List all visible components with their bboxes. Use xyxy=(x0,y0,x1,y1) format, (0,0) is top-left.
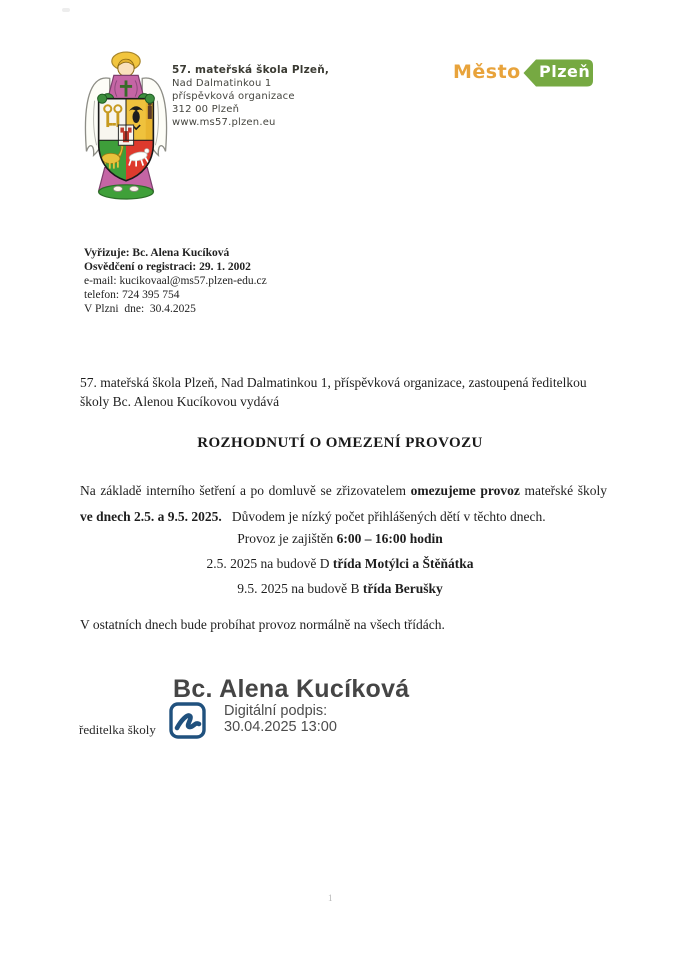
contact-block xyxy=(84,246,384,316)
contact-place-date: V Plzni dne: 30.4.2025 xyxy=(84,303,196,315)
schedule-d-bold: třída Motýlci a Štěňátka xyxy=(332,556,474,571)
city-logo-word-mesto: Město xyxy=(453,61,521,83)
digital-signature-text xyxy=(224,703,404,735)
schedule-b-normal: 9.5. 2025 na budově B xyxy=(237,581,363,596)
school-website: www.ms57.plzen.eu xyxy=(172,117,276,128)
contact-phone: telefon: 724 395 754 xyxy=(84,289,180,301)
signature-name: Bc. Alena Kucíková xyxy=(173,675,410,703)
letterhead-school-info xyxy=(172,64,372,129)
para-seg-2-bold: omezujeme provoz xyxy=(410,483,520,498)
digital-signature-pen-icon xyxy=(168,701,208,746)
para-seg-4-bold: ve dnech 2.5. a 9.5. 2025. xyxy=(80,509,222,524)
school-street: Nad Dalmatinkou 1 xyxy=(172,78,272,89)
schedule-b-bold: třída Berušky xyxy=(362,581,443,596)
contact-handler: Vyřizuje: Bc. Alena Kucíková xyxy=(84,247,230,259)
schedule-hours-bold: 6:00 – 16:00 hodin xyxy=(336,531,443,546)
para-seg-5: Důvodem je nízký počet přihlášených dětí v těchto dnech. xyxy=(221,509,546,524)
closing-paragraph: V ostatních dnech bude probíhat provoz normálně na všech třídách. xyxy=(80,617,445,632)
signature-role: ředitelka školy xyxy=(79,722,156,737)
digital-signature-label: Digitální podpis: xyxy=(224,703,328,719)
digital-signature-datetime: 30.04.2025 13:00 xyxy=(224,719,337,735)
document-title: ROZHODNUTÍ O OMEZENÍ PROVOZU xyxy=(197,435,483,451)
schedule-hours-normal: Provoz je zajištěn xyxy=(237,531,337,546)
para-seg-1: Na základě interního šetření a po domluvě se zřizovatelem xyxy=(80,483,411,498)
school-org-type: příspěvková organizace xyxy=(172,91,295,102)
city-logo-word-plzen: Plzeň xyxy=(539,62,591,81)
contact-registration: Osvědčení o registraci: 29. 1. 2002 xyxy=(84,261,251,273)
intro-line-2: školy Bc. Alenou Kucíkovou vydává xyxy=(80,394,280,409)
para-seg-3: mateřské školy xyxy=(519,483,608,498)
city-plzen-logo xyxy=(453,58,598,88)
intro-line-1: 57. mateřská škola Plzeň, Nad Dalmatinkou 1, příspěvková organizace, zastoupená ředitelkou xyxy=(80,375,587,390)
angel-coat-of-arms-icon xyxy=(80,187,172,204)
schedule-line-building-b xyxy=(75,581,605,597)
school-zip-city: 312 00 Plzeň xyxy=(172,104,240,115)
intro-paragraph xyxy=(80,373,607,411)
school-name: 57. mateřská škola Plzeň, xyxy=(172,64,330,76)
schedule-d-normal: 2.5. 2025 na budově D xyxy=(206,556,333,571)
main-paragraph-line-2 xyxy=(80,509,607,525)
scan-smudge xyxy=(62,8,70,12)
contact-email: e-mail: kucikovaal@ms57.plzen-edu.cz xyxy=(84,275,267,287)
schedule-line-building-d xyxy=(75,556,605,572)
scan-artifact-bottom: 1 xyxy=(328,893,333,903)
main-paragraph-line-1 xyxy=(80,483,607,499)
schedule-line-hours xyxy=(75,531,605,547)
school-crest-logo xyxy=(80,48,172,205)
